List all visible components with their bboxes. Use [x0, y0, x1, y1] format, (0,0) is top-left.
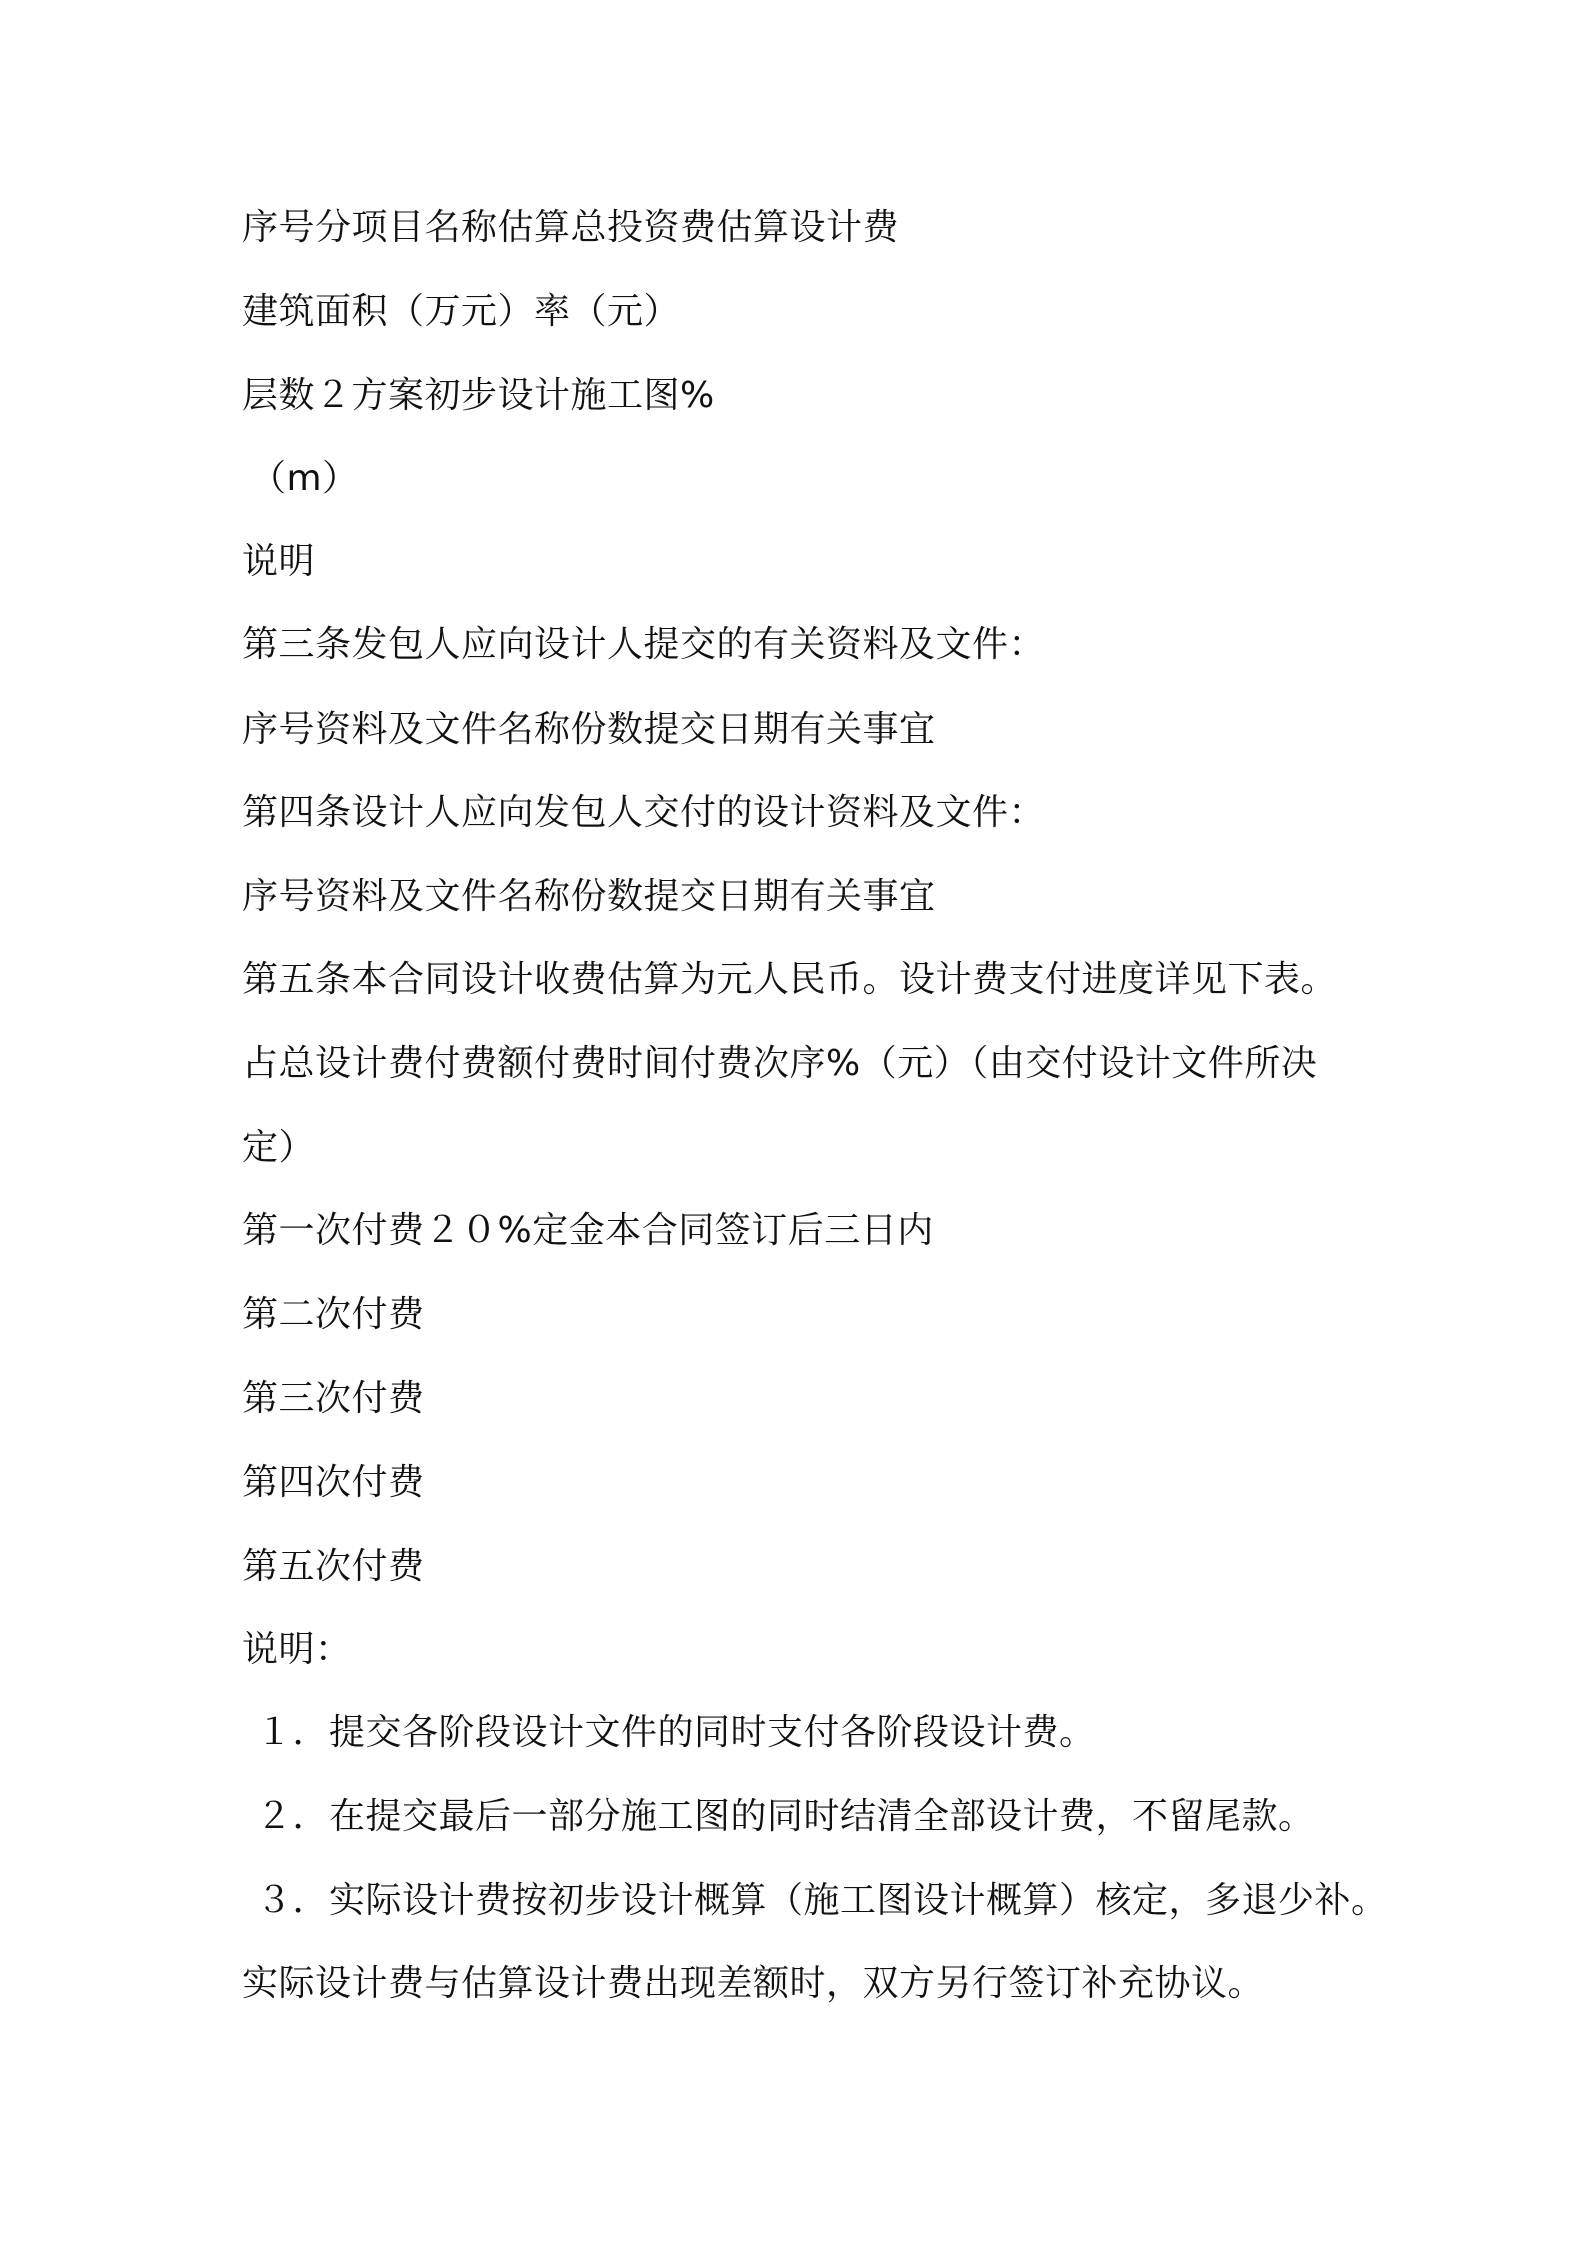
note-item-2: ２．在提交最后一部分施工图的同时结清全部设计费，不留尾款。: [256, 1796, 1315, 1837]
payment-row-1: 第一次付费２０%定金本合同签订后三日内: [242, 1210, 934, 1251]
article-4-table-header: 序号资料及文件名称份数提交日期有关事宜: [242, 876, 936, 917]
article-5-text: 第五条本合同设计收费估算为元人民币。设计费支付进度详见下表。: [242, 959, 1338, 1000]
payment-row-4: 第四次付费: [242, 1462, 425, 1503]
table-header-line-3: 层数２方案初步设计施工图%: [242, 375, 715, 416]
note-final-text: 实际设计费与估算设计费出现差额时，双方另行签订补充协议。: [242, 1963, 1265, 2004]
table-header-line-2: 建筑面积（万元）率（元）: [242, 291, 681, 332]
article-3-table-header: 序号资料及文件名称份数提交日期有关事宜: [242, 709, 936, 750]
article-4-title: 第四条设计人应向发包人交付的设计资料及文件：: [242, 792, 1046, 833]
payment-table-header: 占总设计费付费额付费时间付费次序%（元）（由交付设计文件所决: [242, 1043, 1318, 1084]
article-3-title: 第三条发包人应向设计人提交的有关资料及文件：: [242, 624, 1046, 665]
note-heading-2: 说明：: [242, 1629, 352, 1670]
payment-table-header-cont: 定）: [242, 1127, 316, 1168]
table-header-line-1: 序号分项目名称估算总投资费估算设计费: [242, 207, 900, 248]
payment-row-3: 第三次付费: [242, 1378, 425, 1419]
table-header-line-4: （m）: [250, 458, 359, 499]
note-heading: 说明: [242, 541, 316, 582]
note-item-1: １．提交各阶段设计文件的同时支付各阶段设计费。: [256, 1712, 1096, 1753]
note-item-3: ３．实际设计费按初步设计概算（施工图设计概算）核定，多退少补。: [256, 1880, 1388, 1921]
payment-row-2: 第二次付费: [242, 1294, 425, 1335]
payment-row-5: 第五次付费: [242, 1546, 425, 1587]
